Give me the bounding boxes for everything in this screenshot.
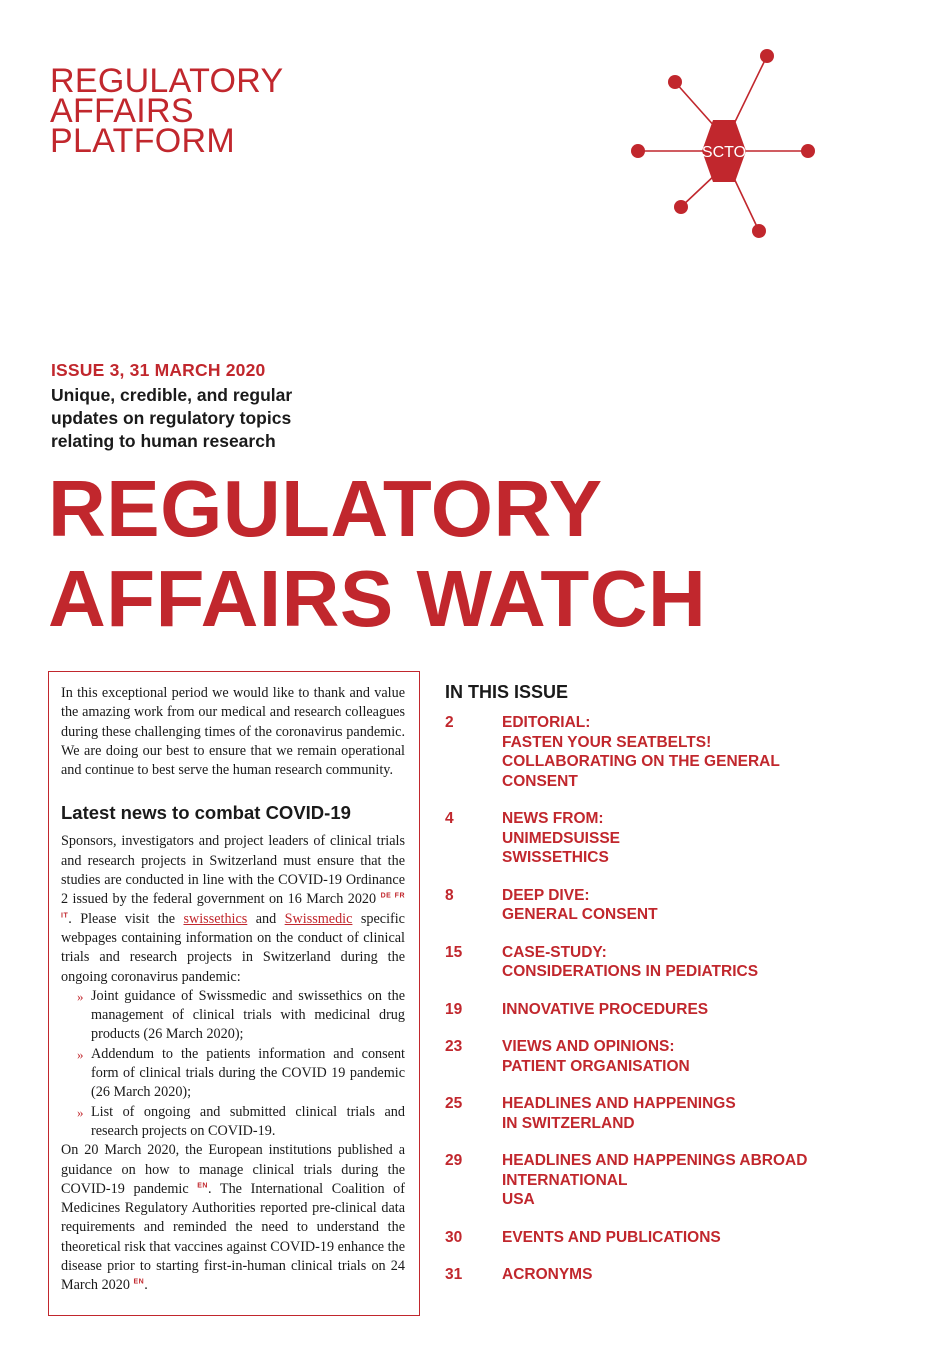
issue-label: ISSUE 3, 31 MARCH 2020	[51, 360, 266, 380]
toc-title	[502, 809, 620, 868]
toc-title-line: DEEP DIVE:	[502, 886, 590, 904]
toc-title-line: HEADLINES AND HAPPENINGS ABROAD	[502, 1152, 808, 1169]
toc-title-line: VIEWS AND OPINIONS:	[502, 1038, 675, 1055]
platform-line: PLATFORM	[50, 122, 236, 160]
toc-title-line: SWISSETHICS	[502, 849, 609, 866]
toc-title-line: EDITORIAL:	[502, 714, 591, 731]
toc-title	[502, 943, 758, 982]
toc-title-line: CASE-STUDY:	[502, 943, 607, 961]
toc-title-line: COLLABORATING ON THE GENERAL	[502, 753, 780, 770]
toc-title-line: EVENTS AND PUBLICATIONS	[502, 1228, 721, 1246]
text-span: .	[144, 1277, 148, 1294]
list-item-text: Joint guidance of Swissmedic and swissethics on the management of clinical trials with medicinal drug products (26 March 2020);	[91, 987, 405, 1043]
swissethics-link[interactable]: swissethics	[183, 910, 248, 927]
toc-page-number: 29	[445, 1152, 463, 1169]
tagline-line: updates on regulatory topics	[51, 408, 292, 428]
language-tags: EN	[133, 1278, 145, 1286]
language-tags: DE FR IT	[61, 892, 406, 919]
text-span: Sponsors, investigators and project leaders of clinical trials and research projects in Switzerland must ensure that the studies are conducted in line with the COVID-19 Ordinance 2 issued by the federal government on 16 March 2020	[61, 833, 405, 908]
toc-title	[502, 1000, 708, 1020]
toc-entries	[445, 713, 865, 1285]
toc-entry[interactable]	[445, 809, 865, 868]
toc-title-line: PATIENT ORGANISATION	[502, 1057, 690, 1075]
toc-title	[502, 713, 780, 791]
news-paragraph-1	[61, 832, 405, 986]
toc-heading: IN THIS ISSUE	[445, 682, 569, 702]
toc-title-line: INTERNATIONAL	[502, 1171, 628, 1189]
tagline	[51, 384, 351, 453]
toc-entry[interactable]	[445, 1000, 865, 1020]
list-item-text: List of ongoing and submitted clinical trials and research projects on COVID-19.	[91, 1103, 405, 1139]
toc-entry[interactable]	[445, 943, 865, 982]
toc-entry[interactable]	[445, 1037, 865, 1076]
toc-title	[502, 1151, 807, 1210]
swissmedic-link[interactable]: Swissmedic	[284, 910, 353, 927]
chevron-icon: »	[77, 1104, 84, 1120]
toc-page-number: 31	[445, 1266, 463, 1283]
toc-page-number: 15	[445, 943, 463, 961]
news-box	[48, 671, 420, 1316]
toc-page-number: 25	[445, 1095, 463, 1112]
toc-title-line: FASTEN YOUR SEATBELTS!	[502, 733, 712, 751]
toc-entry[interactable]	[445, 1265, 865, 1285]
toc-title-line: ACRONYMS	[502, 1266, 593, 1283]
toc-title-line: GENERAL CONSENT	[502, 906, 658, 923]
toc-entry[interactable]	[445, 1151, 865, 1210]
toc-title	[502, 886, 658, 925]
table-of-contents	[445, 682, 865, 1303]
chevron-icon: »	[77, 988, 84, 1004]
scto-logo	[618, 40, 830, 250]
text-span: and	[247, 910, 285, 927]
toc-page-number: 23	[445, 1038, 463, 1055]
platform-line: AFFAIRS	[50, 92, 194, 130]
text-span: specific webpages containing information on the conduct of clinical trials and research projects in Switzerland during the ongoing coronavirus pandemic:	[61, 910, 405, 985]
logo-text: SCTO	[701, 144, 747, 161]
page-title	[48, 464, 706, 644]
toc-title	[502, 1228, 721, 1248]
toc-title-line: NEWS FROM:	[502, 810, 604, 827]
toc-page-number: 2	[445, 714, 454, 731]
news-paragraph-2	[61, 1141, 405, 1295]
list-item-text: Addendum to the patients information and consent form of clinical trials during the COVID 19 pandemic (26 March 2020);	[91, 1045, 405, 1101]
toc-title	[502, 1094, 736, 1133]
toc-title-line: CONSENT	[502, 772, 578, 790]
intro-paragraph: In this exceptional period we would like to thank and value the amazing work from our medical and research colleagues during these challenging times of the coronavirus pandemic. We are doing our best to ensure that we remain operational and continue to best serve the human research community.	[61, 685, 405, 779]
platform-wordmark	[50, 62, 284, 160]
news-heading: Latest news to combat COVID-19	[61, 802, 351, 824]
platform-line: REGULATORY	[50, 62, 284, 100]
text-span: . Please visit the	[68, 910, 184, 927]
chevron-icon: »	[77, 1046, 84, 1062]
title-line: AFFAIRS WATCH	[48, 554, 707, 643]
toc-entry[interactable]	[445, 1228, 865, 1248]
toc-entry[interactable]	[445, 1094, 865, 1133]
toc-title-line: IN SWITZERLAND	[502, 1114, 635, 1132]
toc-page-number: 4	[445, 810, 454, 827]
list-item	[77, 1045, 405, 1103]
title-line: REGULATORY	[48, 464, 603, 553]
toc-page-number: 8	[445, 886, 454, 904]
toc-entry[interactable]	[445, 713, 865, 791]
text-span: . The International Coalition of Medicines Regulatory Authorities reported pre-clinical data requirements and reminded the need to understand the theoretical risk that vaccines against COVID-19 enhance the disease prior to starting first-in-human clinical trials on 24 March 2020	[61, 1180, 405, 1294]
toc-title-line: CONSIDERATIONS IN PEDIATRICS	[502, 963, 759, 980]
toc-title-line: HEADLINES AND HAPPENINGS	[502, 1095, 736, 1112]
list-item	[77, 1103, 405, 1142]
toc-title-line: INNOVATIVE PROCEDURES	[502, 1000, 709, 1018]
list-item	[77, 987, 405, 1045]
toc-title-line: USA	[502, 1191, 535, 1208]
tagline-line: relating to human research	[51, 431, 276, 451]
toc-title-line: UNIMEDSUISSE	[502, 829, 620, 847]
toc-page-number: 30	[445, 1228, 463, 1246]
toc-title	[502, 1037, 690, 1076]
bullet-list	[61, 987, 405, 1141]
language-tags: EN	[197, 1182, 208, 1190]
toc-page-number: 19	[445, 1000, 463, 1018]
text-span: On 20 March 2020, the European institutions published a guidance on how to manage clinical trials during the COVID-19 pandemic	[61, 1142, 405, 1197]
toc-title	[502, 1265, 592, 1285]
tagline-line: Unique, credible, and regular	[51, 385, 293, 405]
toc-entry[interactable]	[445, 886, 865, 925]
